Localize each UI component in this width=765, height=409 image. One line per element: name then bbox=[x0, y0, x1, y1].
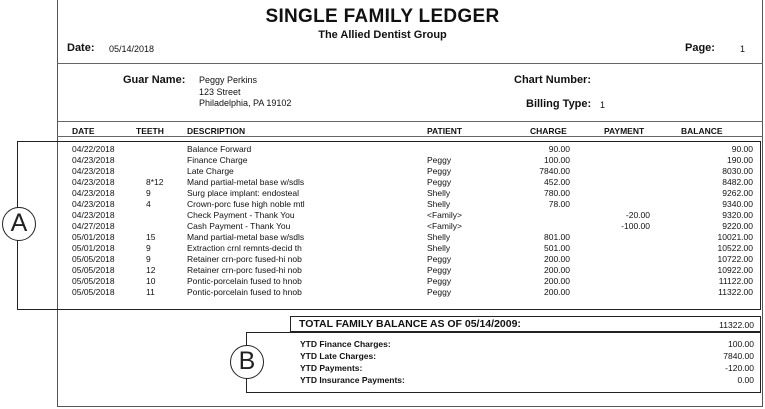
entry-description: Retainer crn-porc fused-hi nob bbox=[187, 265, 302, 275]
table-row bbox=[0, 210, 765, 220]
entry-description: Check Payment - Thank You bbox=[187, 210, 295, 220]
col-date: DATE bbox=[72, 126, 95, 136]
billing-type-label: Billing Type: bbox=[526, 98, 592, 110]
entry-teeth: 4 bbox=[146, 199, 151, 209]
table-row bbox=[0, 254, 765, 264]
table-row bbox=[0, 276, 765, 286]
ytd-finance-label: YTD Finance Charges: bbox=[300, 339, 391, 349]
entry-description: Balance Forward bbox=[187, 144, 252, 154]
billing-type-value: 1 bbox=[600, 100, 606, 110]
guarantor-address bbox=[199, 75, 291, 110]
entry-date: 04/23/2018 bbox=[72, 166, 115, 176]
entry-date: 04/23/2018 bbox=[72, 188, 115, 198]
col-patient: PATIENT bbox=[427, 126, 463, 136]
report-title: SINGLE FAMILY LEDGER bbox=[265, 6, 500, 27]
entry-patient: Peggy bbox=[427, 166, 452, 176]
entry-patient: Shelly bbox=[427, 243, 451, 253]
ytd-insurance-label: YTD Insurance Payments: bbox=[300, 375, 405, 385]
guarantor-name: Peggy Perkins bbox=[199, 75, 258, 85]
entry-charge: 100.00 bbox=[544, 155, 570, 165]
entry-charge: 90.00 bbox=[548, 144, 570, 154]
entry-charge: 501.00 bbox=[544, 243, 570, 253]
col-balance: BALANCE bbox=[681, 126, 723, 136]
table-row bbox=[0, 232, 765, 242]
entry-patient: <Family> bbox=[427, 210, 462, 220]
entry-charge: 452.00 bbox=[544, 177, 570, 187]
ytd-late-label: YTD Late Charges: bbox=[300, 351, 377, 361]
table-row bbox=[0, 144, 765, 154]
ytd-row bbox=[247, 375, 760, 386]
entry-patient: Peggy bbox=[427, 265, 452, 275]
entry-teeth: 15 bbox=[146, 232, 156, 242]
columns-top-rule bbox=[57, 121, 763, 122]
page-label: Page: bbox=[685, 42, 715, 54]
entry-balance: 8030.00 bbox=[722, 166, 753, 176]
entry-teeth: 9 bbox=[146, 254, 151, 264]
table-row bbox=[0, 155, 765, 165]
report-date: 05/14/2018 bbox=[109, 44, 155, 54]
entry-date: 04/23/2018 bbox=[72, 177, 115, 187]
practice-name: The Allied Dentist Group bbox=[318, 29, 447, 41]
entry-date: 04/23/2018 bbox=[72, 210, 115, 220]
entry-teeth: 9 bbox=[146, 188, 151, 198]
entry-description: Mand partial-metal base w/sdls bbox=[187, 177, 305, 187]
entry-description: Cash Payment - Thank You bbox=[187, 221, 291, 231]
guarantor-city: Philadelphia, PA 19102 bbox=[199, 98, 292, 108]
entry-teeth: 11 bbox=[146, 287, 155, 297]
entry-payment: -100.00 bbox=[621, 221, 650, 231]
entry-description: Pontic-porcelain fused to hnob bbox=[187, 287, 302, 297]
entry-patient: <Family> bbox=[427, 221, 462, 231]
entry-balance: 11322.00 bbox=[718, 287, 753, 297]
entry-date: 05/01/2018 bbox=[72, 243, 115, 253]
entry-charge: 200.00 bbox=[544, 287, 570, 297]
entry-description: Mand partial-metal base w/sdls bbox=[187, 232, 305, 242]
entry-balance: 10922.00 bbox=[717, 265, 753, 275]
entry-teeth: 12 bbox=[146, 265, 156, 275]
ytd-row bbox=[247, 351, 760, 362]
ytd-row bbox=[247, 339, 760, 350]
entry-date: 05/05/2018 bbox=[72, 265, 115, 275]
entry-balance: 10021.00 bbox=[717, 232, 753, 242]
entry-charge: 200.00 bbox=[544, 276, 570, 286]
entry-date: 04/23/2018 bbox=[72, 155, 115, 165]
columns-bottom-rule bbox=[57, 136, 763, 137]
entry-description: Pontic-porcelain fused to hnob bbox=[187, 276, 302, 286]
table-row bbox=[0, 265, 765, 275]
entry-patient: Shelly bbox=[427, 188, 451, 198]
header-divider bbox=[57, 63, 763, 64]
table-row bbox=[0, 177, 765, 187]
entry-charge: 7840.00 bbox=[539, 166, 570, 176]
entry-date: 04/27/2018 bbox=[72, 221, 115, 231]
entry-description: Late Charge bbox=[187, 166, 234, 176]
entry-teeth: 8*12 bbox=[146, 177, 164, 187]
entry-balance: 11122.00 bbox=[718, 276, 753, 286]
entry-balance: 8482.00 bbox=[722, 177, 753, 187]
entry-payment: -20.00 bbox=[625, 210, 650, 220]
ytd-payments-value: -120.00 bbox=[725, 363, 754, 373]
table-row bbox=[0, 287, 765, 297]
entry-patient: Peggy bbox=[427, 254, 452, 264]
guarantor-label: Guar Name: bbox=[123, 74, 186, 86]
ytd-finance-value: 100.00 bbox=[728, 339, 754, 349]
entry-charge: 200.00 bbox=[544, 254, 570, 264]
col-description: DESCRIPTION bbox=[187, 126, 246, 136]
table-row bbox=[0, 188, 765, 198]
entry-charge: 78.00 bbox=[548, 199, 570, 209]
entry-charge: 200.00 bbox=[544, 265, 570, 275]
entry-date: 05/01/2018 bbox=[72, 232, 115, 242]
entry-description: Extraction crnl remnts-decid th bbox=[187, 243, 302, 253]
entry-charge: 801.00 bbox=[544, 232, 570, 242]
col-payment: PAYMENT bbox=[604, 126, 645, 136]
total-balance-label: TOTAL FAMILY BALANCE AS OF 05/14/2009: bbox=[299, 318, 521, 330]
entry-teeth: 10 bbox=[146, 276, 156, 286]
guarantor-street: 123 Street bbox=[199, 86, 241, 97]
entry-balance: 10722.00 bbox=[717, 254, 753, 264]
entry-date: 05/05/2018 bbox=[72, 254, 115, 264]
entry-date: 04/22/2018 bbox=[72, 144, 115, 154]
entry-patient: Peggy bbox=[427, 177, 452, 187]
table-row bbox=[0, 243, 765, 253]
entry-patient: Shelly bbox=[427, 232, 451, 242]
ytd-row bbox=[247, 363, 760, 374]
total-balance-value: 11322.00 bbox=[719, 320, 754, 330]
callout-b-marker: B bbox=[230, 345, 264, 379]
col-teeth: TEETH bbox=[136, 126, 164, 136]
entry-date: 05/05/2018 bbox=[72, 287, 115, 297]
callout-a-marker: A bbox=[2, 207, 36, 241]
entry-patient: Peggy bbox=[427, 287, 452, 297]
entry-balance: 9340.00 bbox=[722, 199, 753, 209]
entry-balance: 9262.00 bbox=[722, 188, 753, 198]
entry-balance: 10522.00 bbox=[717, 243, 753, 253]
date-label: Date: bbox=[67, 42, 95, 54]
entry-patient: Peggy bbox=[427, 276, 452, 286]
ytd-summary-box bbox=[246, 332, 761, 393]
entry-description: Surg place implant: endosteal bbox=[187, 188, 299, 198]
entry-patient: Peggy bbox=[427, 155, 452, 165]
entry-balance: 9220.00 bbox=[722, 221, 753, 231]
ytd-payments-label: YTD Payments: bbox=[300, 363, 363, 373]
entry-balance: 90.00 bbox=[731, 144, 753, 154]
entry-date: 04/23/2018 bbox=[72, 199, 115, 209]
entry-teeth: 9 bbox=[146, 243, 151, 253]
table-row bbox=[0, 221, 765, 231]
entry-balance: 9320.00 bbox=[722, 210, 753, 220]
entry-date: 05/05/2018 bbox=[72, 276, 115, 286]
entry-description: Finance Charge bbox=[187, 155, 248, 165]
ytd-insurance-value: 0.00 bbox=[737, 375, 754, 385]
entry-balance: 190.00 bbox=[727, 155, 753, 165]
chart-number-label: Chart Number: bbox=[514, 74, 592, 86]
ytd-late-value: 7840.00 bbox=[723, 351, 754, 361]
entry-charge: 780.00 bbox=[544, 188, 570, 198]
total-balance-box bbox=[290, 316, 761, 332]
entry-patient: Shelly bbox=[427, 199, 451, 209]
entry-description: Crown-porc fuse high noble mtl bbox=[187, 199, 305, 209]
table-row bbox=[0, 199, 765, 209]
entry-description: Retainer crn-porc fused-hi nob bbox=[187, 254, 302, 264]
table-row bbox=[0, 166, 765, 176]
col-charge: CHARGE bbox=[530, 126, 567, 136]
page-number: 1 bbox=[740, 44, 746, 54]
